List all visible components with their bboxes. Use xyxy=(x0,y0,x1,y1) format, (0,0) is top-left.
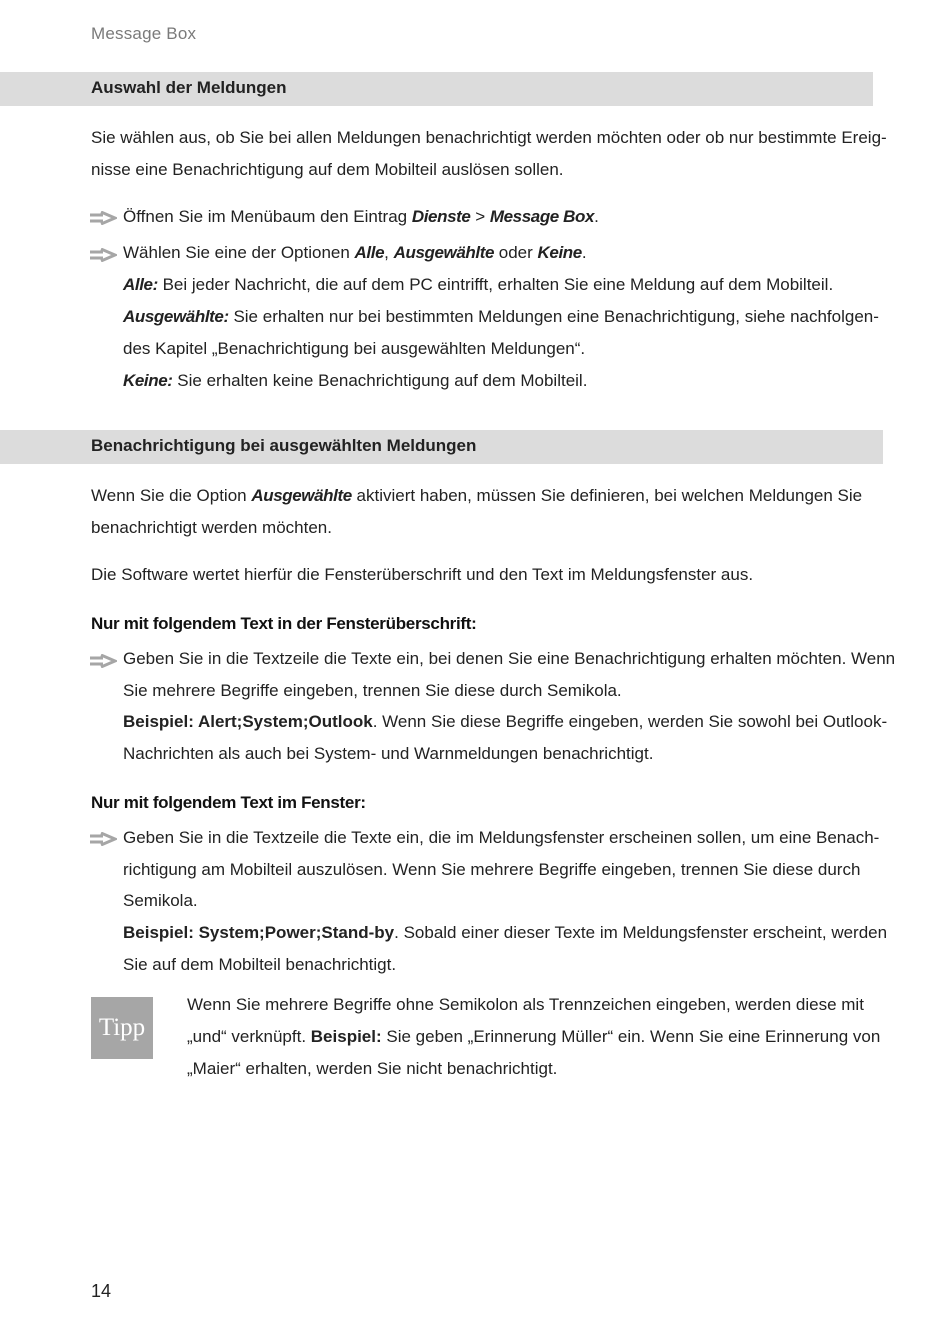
section2-intro-line-2: benachrichtigt werden möchten. xyxy=(91,518,332,537)
section2-para-2: Die Software wertet hierfür die Fensterüberschrift und den Text im Meldungsfenster aus. xyxy=(91,565,754,584)
sub1-line-1: Geben Sie in die Textzeile die Texte ein, bei denen Sie eine Benachrichtigung erhalten möchten. Wenn xyxy=(123,649,896,668)
menu-path-message-box: Message Box xyxy=(489,207,595,226)
step-open-menu: Öffnen Sie im Menübaum den Eintrag Dienste > Message Box. xyxy=(123,207,599,226)
intro-line-1: Sie wählen aus, ob Sie bei allen Meldungen benachrichtigt werden möchten oder ob nur bestimmte Ereig- xyxy=(91,128,887,147)
step-choose-option: Wählen Sie eine der Optionen Alle, Ausgewählte oder Keine. xyxy=(123,243,587,262)
sub2-example: Beispiel: System;Power;Stand-by. Sobald einer dieser Texte im Meldungsfenster erscheint, werden xyxy=(123,923,888,942)
running-header: Message Box xyxy=(91,24,197,43)
sub1-line-2: Sie mehrere Begriffe eingeben, trennen Sie diese durch Semikola. xyxy=(123,681,622,700)
tip-line-1: Wenn Sie mehrere Begriffe ohne Semikolon als Trennzeichen eingeben, werden diese mit xyxy=(187,995,864,1014)
menu-path-dienste: Dienste xyxy=(411,207,471,226)
sub1-example: Beispiel: Alert;System;Outlook. Wenn Sie diese Begriffe eingeben, werden Sie sowohl bei Outlook- xyxy=(123,712,888,731)
section-heading-band xyxy=(0,430,883,464)
arrow-bullet-icon xyxy=(89,248,117,262)
section2-intro-line-1: Wenn Sie die Option Ausgewählte aktiviert haben, müssen Sie definieren, bei welchen Meldungen Sie xyxy=(91,486,863,505)
tip-badge: Tipp xyxy=(91,997,153,1059)
sub2-line-2: richtigung am Mobilteil auszulösen. Wenn Sie mehrere Begriffe eingeben, trennen Sie diese durch xyxy=(123,860,861,879)
sub2-line-3: Semikola. xyxy=(123,891,198,910)
intro-line-2: nisse eine Benachrichtigung auf dem Mobilteil auslösen sollen. xyxy=(91,160,564,179)
tip-line-3: „Maier“ erhalten, werden Sie nicht benachrichtigt. xyxy=(187,1059,558,1078)
arrow-bullet-icon xyxy=(89,654,117,668)
page-number: 14 xyxy=(91,1281,112,1301)
subheading-window-text: Nur mit folgendem Text im Fenster: xyxy=(91,793,366,812)
sub2-line-1: Geben Sie in die Textzeile die Texte ein, die im Meldungsfenster erscheinen sollen, um eine Benach- xyxy=(123,828,880,847)
subheading-window-title: Nur mit folgendem Text in der Fensterüberschrift: xyxy=(91,614,477,633)
section-heading: Benachrichtigung bei ausgewählten Meldungen xyxy=(91,436,477,455)
option-ausgewaehlte: Ausgewählte: Sie erhalten nur bei bestimmten Meldungen eine Benachrichtigung, siehe nachfolgen- xyxy=(123,307,879,326)
section-heading: Auswahl der Meldungen xyxy=(91,78,287,97)
option-ausgewaehlte-cont: des Kapitel „Benachrichtigung bei ausgewählten Meldungen“. xyxy=(123,339,586,358)
sub2-example-cont: Sie auf dem Mobilteil benachrichtigt. xyxy=(123,955,397,974)
arrow-bullet-icon xyxy=(89,832,117,846)
arrow-bullet-icon xyxy=(89,211,117,225)
section-heading-band xyxy=(0,72,873,106)
option-keine: Keine: Sie erhalten keine Benachrichtigung auf dem Mobilteil. xyxy=(123,371,588,390)
option-alle: Alle: Bei jeder Nachricht, die auf dem PC eintrifft, erhalten Sie eine Meldung auf dem Mobilteil. xyxy=(123,275,834,294)
sub1-example-cont: Nachrichten als auch bei System- und Warnmeldungen benachrichtigt. xyxy=(123,744,654,763)
tip-line-2: „und“ verknüpft. Beispiel: Sie geben „Erinnerung Müller“ ein. Wenn Sie eine Erinnerung von xyxy=(187,1027,881,1046)
